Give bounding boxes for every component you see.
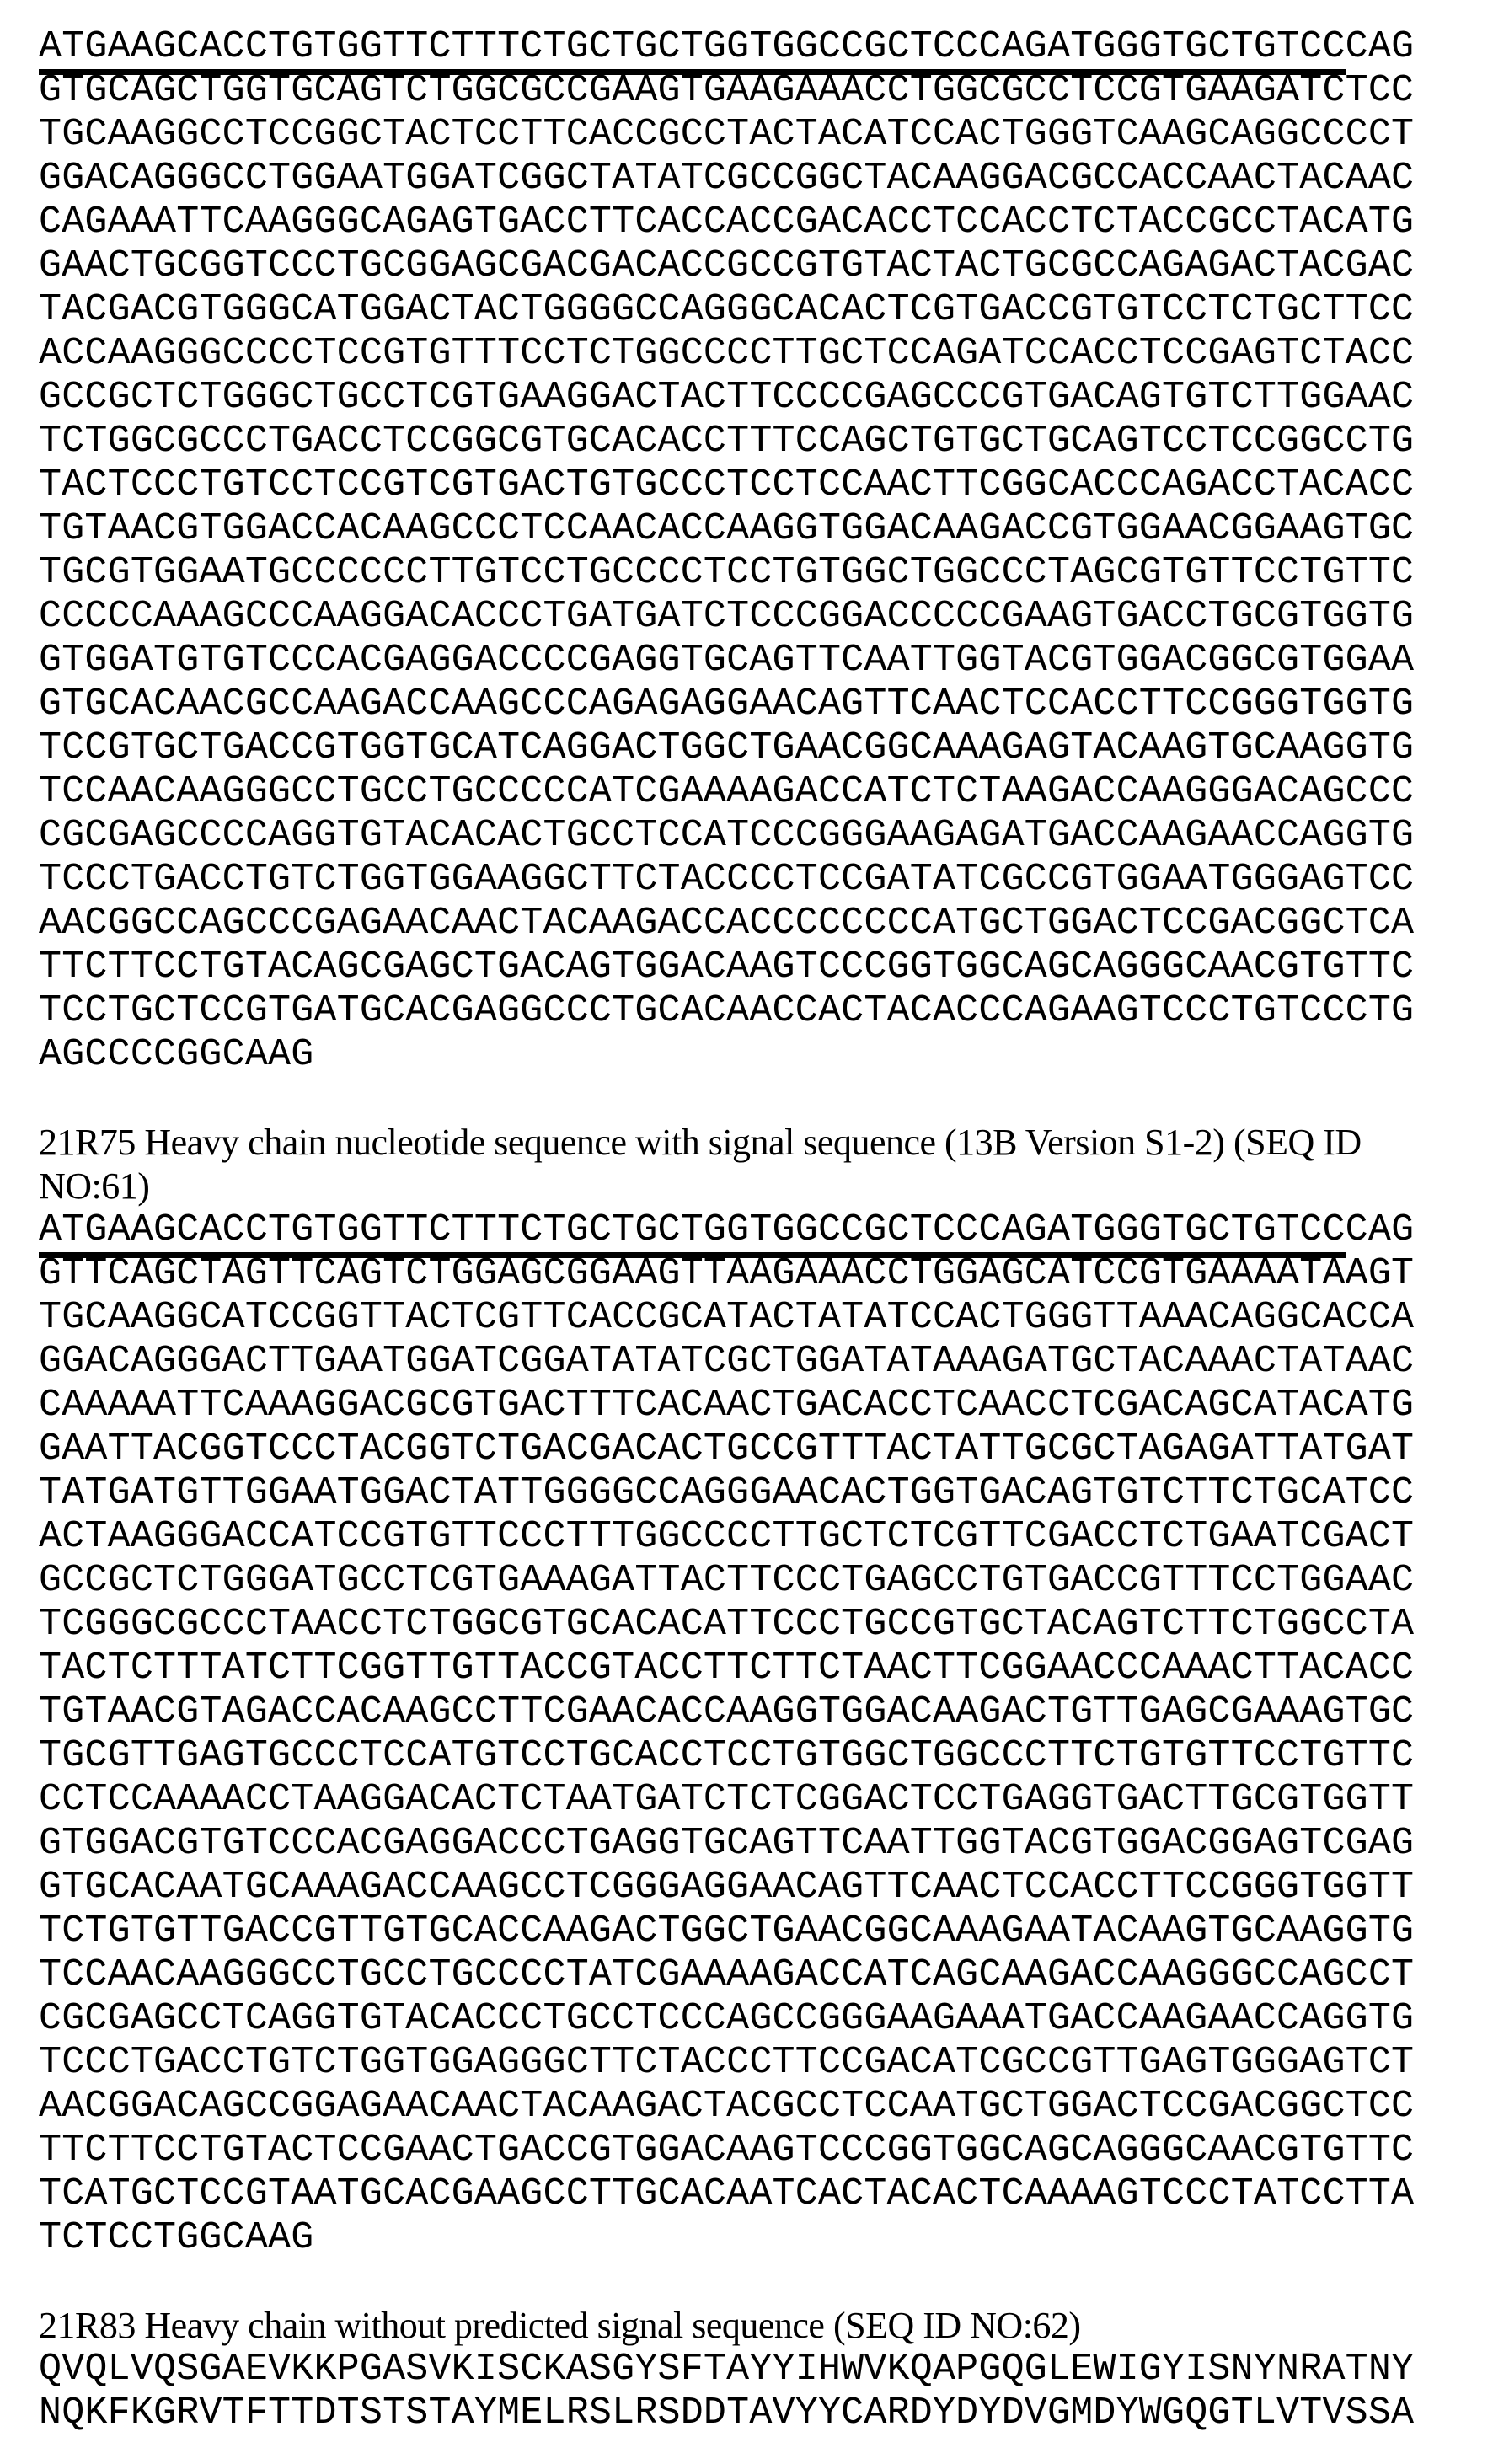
sequence-line: AGCCCCGGCAAG <box>39 1033 314 1076</box>
sequence-line: ACCAAGGGCCCCTCCGTGTTTCCTCTGGCCCCTTGCTCCAGATCCACCTCCGAGTCTACC <box>39 332 1415 375</box>
sequence-line: ACTAAGGGACCATCCGTGTTCCCTTTGGCCCCTTGCTCTCGTTCGACCTCTGAATCGACT <box>39 1515 1415 1558</box>
sequence-line: GTGCACAATGCAAAGACCAAGCCTCGGGAGGAACAGTTCAACTCCACCTTCCGGGTGGTT <box>39 1866 1415 1909</box>
heading-seq-id-62 <box>39 2304 1468 2348</box>
sequence-line: TGTAACGTAGACCACAAGCCTTCGAACACCAAGGTGGACAAGACTGTTGAGCGAAAGTGC <box>39 1690 1415 1733</box>
sequence-line: TACGACGTGGGCATGGACTACTGGGGCCAGGGCACACTCGTGACCGTGTCCTCTGCTTCC <box>39 288 1415 331</box>
heading-line: NO:61) <box>39 1165 150 1207</box>
sequence-line: TGTAACGTGGACCACAAGCCCTCCAACACCAAGGTGGACAAGACCGTGGAACGGAAGTGC <box>39 507 1415 550</box>
signal-sequence-underline: ATGAAGCACCTGTGGTTCTTTCTGCTGCTGGTGGCCGCTCCCAGATGGGTGCTGTCC <box>39 1208 1346 1258</box>
sequence-line: TTCTTCCTGTACTCCGAACTGACCGTGGACAAGTCCCGGTGGCAGCAGGGCAACGTGTTC <box>39 2129 1415 2172</box>
sequence-line: GTGGATGTGTCCCACGAGGACCCCGAGGTGCAGTTCAATTGGTACGTGGACGGCGTGGAA <box>39 639 1415 682</box>
sequence-line: TCCAACAAGGGCCTGCCTGCCCCTATCGAAAAGACCATCAGCAAGACCAAGGGCCAGCCT <box>39 1953 1415 1996</box>
sequence-line: TGCGTGGAATGCCCCCCTTGTCCTGCCCCTCCTGTGGCTGGCCCTAGCGTGTTCCTGTTC <box>39 551 1415 594</box>
sequence-line: TCCAACAAGGGCCTGCCTGCCCCCATCGAAAAGACCATCTCTAAGACCAAGGGACAGCCC <box>39 770 1415 813</box>
sequence-line: CCCCCAAAGCCCAAGGACACCCTGATGATCTCCCGGACCCCCGAAGTGACCTGCGTGGTG <box>39 595 1415 638</box>
sequence-line: CAAAAATTCAAAGGACGCGTGACTTTCACAACTGACACCTCAACCTCGACAGCATACATG <box>39 1384 1415 1427</box>
sequence-line: TGCAAGGCCTCCGGCTACTCCTTCACCGCCTACTACATCCACTGGGTCAAGCAGGCCCCT <box>39 113 1415 156</box>
sequence-line: QVQLVQSGAEVKKPGASVKISCKASGYSFTAYYIHWVKQAPGQGLEWIGYISNYNRATNY <box>39 2348 1415 2391</box>
nt-sequence-block-2 <box>39 1208 1468 2260</box>
sequence-line: CAGAAATTCAAGGGCAGAGTGACCTTCACCACCGACACCTCCACCTCTACCGCCTACATG <box>39 201 1415 244</box>
heading-line: 21R83 Heavy chain without predicted signal sequence (SEQ ID NO:62) <box>39 2305 1081 2346</box>
sequence-line: NQKFKGRVTFTTDTSTSTAYMELRSLRSDDTAVYYCARDYDYDVGMDYWGQGTLVTVSSA <box>39 2392 1415 2435</box>
sequence-line: TCATGCTCCGTAATGCACGAAGCCTTGCACAATCACTACACTCAAAAGTCCCTATCCTTA <box>39 2172 1415 2215</box>
sequence-line: TCCCTGACCTGTCTGGTGGAGGGCTTCTACCCTTCCGACATCGCCGTTGAGTGGGAGTCT <box>39 2041 1415 2084</box>
sequence-line: ATGAAGCACCTGTGGTTCTTTCTGCTGCTGGTGGCCGCTCCCAGATGGGTGCTGTCCCAG <box>39 25 1468 69</box>
sequence-line: GCCGCTCTGGGCTGCCTCGTGAAGGACTACTTCCCCGAGCCCGTGACAGTGTCTTGGAAC <box>39 376 1415 419</box>
sequence-line: TGCGTTGAGTGCCCTCCATGTCCTGCACCTCCTGTGGCTGGCCCTTCTGTGTTCCTGTTC <box>39 1734 1415 1777</box>
sequence-line: TGCAAGGCATCCGGTTACTCGTTCACCGCATACTATATCCACTGGGTTAAACAGGCACCA <box>39 1296 1415 1339</box>
heading-seq-id-61 <box>39 1121 1468 1208</box>
sequence-line: TACTCCCTGTCCTCCGTCGTGACTGTGCCCTCCTCCAACTTCGGCACCCAGACCTACACC <box>39 463 1415 506</box>
sequence-line: TCCTGCTCCGTGATGCACGAGGCCCTGCACAACCACTACACCCAGAAGTCCCTGTCCCTG <box>39 989 1415 1032</box>
sequence-line: TCTCCTGGCAAG <box>39 2216 314 2259</box>
heading-line: 21R75 Heavy chain nucleotide sequence with signal sequence (13B Version S1-2) (SEQ ID <box>39 1122 1362 1163</box>
sequence-line: GTGCAGCTGGTGCAGTCTGGCGCCGAAGTGAAGAAACCTGGCGCCTCCGTGAAGATCTCC <box>39 69 1415 112</box>
sequence-line: GTTCAGCTAGTTCAGTCTGGAGCGGAAGTTAAGAAACCTGGAGCATCCGTGAAAATAAGT <box>39 1252 1415 1295</box>
sequence-line: GGACAGGGACTTGAATGGATCGGATATATCGCTGGATATAAAGATGCTACAAACTATAAC <box>39 1340 1415 1383</box>
sequence-line: TCCCTGACCTGTCTGGTGGAAGGCTTCTACCCCTCCGATATCGCCGTGGAATGGGAGTCC <box>39 858 1415 901</box>
signal-sequence-underline: ATGAAGCACCTGTGGTTCTTTCTGCTGCTGGTGGCCGCTCCCAGATGGGTGCTGTCC <box>39 25 1346 75</box>
sequence-line: TCTGGCGCCCTGACCTCCGGCGTGCACACCTTTCCAGCTGTGCTGCAGTCCTCCGGCCTG <box>39 420 1415 463</box>
sequence-line: TTCTTCCTGTACAGCGAGCTGACAGTGGACAAGTCCCGGTGGCAGCAGGGCAACGTGTTC <box>39 945 1415 988</box>
sequence-line: CCTCCAAAACCTAAGGACACTCTAATGATCTCTCGGACTCCTGAGGTGACTTGCGTGGTT <box>39 1778 1415 1821</box>
sequence-line: GAACTGCGGTCCCTGCGGAGCGACGACACCGCCGTGTACTACTGCGCCAGAGACTACGAC <box>39 244 1415 287</box>
aa-sequence-block <box>39 2348 1468 2435</box>
sequence-line: CGCGAGCCCCAGGTGTACACACTGCCTCCATCCCGGGAAGAGATGACCAAGAACCAGGTG <box>39 814 1415 857</box>
sequence-line: GAATTACGGTCCCTACGGTCTGACGACACTGCCGTTTACTATTGCGCTAGAGATTATGAT <box>39 1428 1415 1470</box>
sequence-line: GGACAGGGCCTGGAATGGATCGGCTATATCGCCGGCTACAAGGACGCCACCAACTACAAC <box>39 157 1415 200</box>
sequence-line: ATGAAGCACCTGTGGTTCTTTCTGCTGCTGGTGGCCGCTCCCAGATGGGTGCTGTCCCAG <box>39 1208 1468 1252</box>
sequence-line: TATGATGTTGGAATGGACTATTGGGGCCAGGGAACACTGGTGACAGTGTCTTCTGCATCC <box>39 1471 1415 1514</box>
sequence-line: GCCGCTCTGGGATGCCTCGTGAAAGATTACTTCCCTGAGCCTGTGACCGTTTCCTGGAAC <box>39 1559 1415 1602</box>
sequence-line: GTGCACAACGCCAAGACCAAGCCCAGAGAGGAACAGTTCAACTCCACCTTCCGGGTGGTG <box>39 683 1415 726</box>
nt-sequence-block-1 <box>39 25 1468 1077</box>
sequence-line: AACGGCCAGCCCGAGAACAACTACAAGACCACCCCCCCCATGCTGGACTCCGACGGCTCA <box>39 902 1415 945</box>
sequence-line: GTGGACGTGTCCCACGAGGACCCTGAGGTGCAGTTCAATTGGTACGTGGACGGAGTCGAG <box>39 1822 1415 1865</box>
sequence-line: TCTGTGTTGACCGTTGTGCACCAAGACTGGCTGAACGGCAAAGAATACAAGTGCAAGGTG <box>39 1910 1415 1952</box>
sequence-line: TACTCTTTATCTTCGGTTGTTACCGTACCTTCTTCTAACTTCGGAACCCAAACTTACACC <box>39 1647 1415 1690</box>
sequence-line: CGCGAGCCTCAGGTGTACACCCTGCCTCCCAGCCGGGAAGAAATGACCAAGAACCAGGTG <box>39 1997 1415 2040</box>
sequence-line: TCGGGCGCCCTAACCTCTGGCGTGCACACATTCCCTGCCGTGCTACAGTCTTCTGGCCTA <box>39 1603 1415 1646</box>
sequence-line: AACGGACAGCCGGAGAACAACTACAAGACTACGCCTCCAATGCTGGACTCCGACGGCTCC <box>39 2085 1415 2128</box>
sequence-line: TCCGTGCTGACCGTGGTGCATCAGGACTGGCTGAACGGCAAAGAGTACAAGTGCAAGGTG <box>39 726 1415 769</box>
